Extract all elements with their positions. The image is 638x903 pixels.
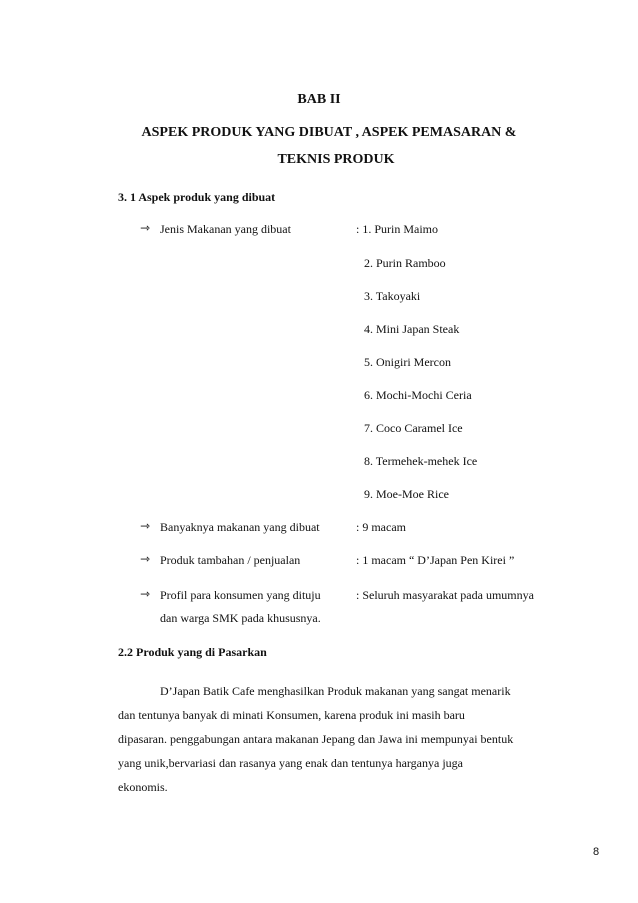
diamond-arrow-icon: ⇾ [140,587,151,601]
paragraph-line: ekonomis. [118,780,168,794]
section-heading-aspek-produk: 3. 1 Aspek produk yang dibuat [118,190,276,204]
profil-konsumen-label-cont: dan warga SMK pada khususnya. [160,611,321,625]
menu-item: 9. Moe-Moe Rice [364,487,449,501]
produk-tambahan-value: : 1 macam “ D’Japan Pen Kirei ” [356,553,515,567]
produk-tambahan-label: Produk tambahan / penjualan [160,553,301,567]
diamond-arrow-icon: ⇾ [140,519,151,533]
paragraph-line: D’Japan Batik Cafe menghasilkan Produk makanan yang sangat menarik [160,684,511,698]
menu-item: 2. Purin Ramboo [364,256,446,270]
main-title-line1: ASPEK PRODUK YANG DIBUAT , ASPEK PEMASARAN & [141,125,517,140]
profil-konsumen-value: : Seluruh masyarakat pada umumnya [356,588,534,602]
section-heading-produk-dipasarkan: 2.2 Produk yang di Pasarkan [118,645,267,659]
menu-item: 3. Takoyaki [364,289,421,303]
diamond-arrow-icon: ⇾ [140,221,151,235]
banyak-makanan-label: Banyaknya makanan yang dibuat [160,520,320,534]
profil-konsumen-label: Profil para konsumen yang dituju [160,588,321,602]
menu-item: 8. Termehek-mehek Ice [364,454,478,468]
jenis-makanan-value: : 1. Purin Maimo [356,222,439,236]
menu-item: 4. Mini Japan Steak [364,322,460,336]
main-title-line2: TEKNIS PRODUK [277,152,395,167]
diamond-arrow-icon: ⇾ [140,552,151,566]
paragraph-line: dan tentunya banyak di minati Konsumen, karena produk ini masih baru [118,708,465,722]
menu-item: 7. Coco Caramel Ice [364,421,463,435]
menu-item: 5. Onigiri Mercon [364,355,451,369]
paragraph-line: dipasaran. penggabungan antara makanan Jepang dan Jawa ini mempunyai bentuk [118,732,514,746]
page-number: 8 [593,846,600,858]
chapter-title: BAB II [297,92,341,107]
paragraph-line: yang unik,bervariasi dan rasanya yang enak dan tentunya harganya juga [118,756,463,770]
jenis-makanan-label: Jenis Makanan yang dibuat [160,222,291,236]
menu-item: 6. Mochi-Mochi Ceria [364,388,472,402]
banyak-makanan-value: : 9 macam [356,520,406,534]
